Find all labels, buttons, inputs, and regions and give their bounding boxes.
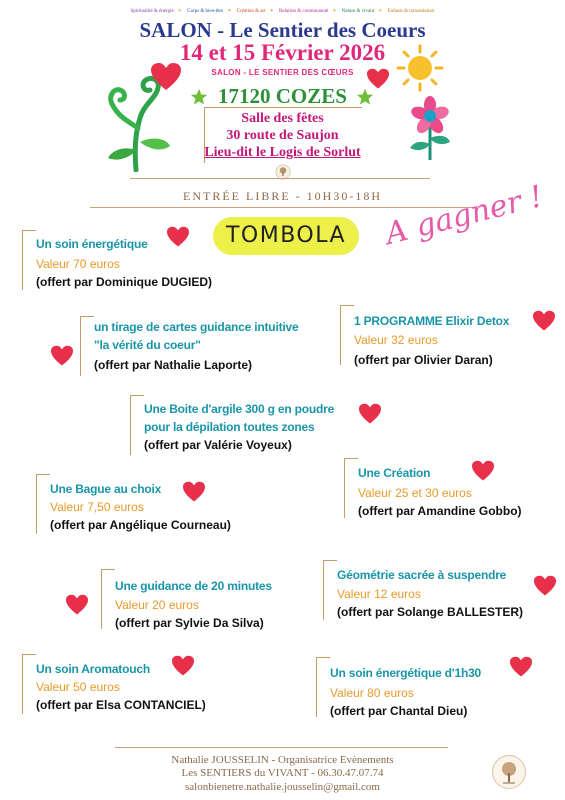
venue-line-1: Salle des fêtes (241, 111, 324, 126)
prize-title: Une Boite d'argile 300 g en poudre (144, 402, 335, 416)
heart-icon (171, 655, 195, 677)
prize-offered-by: (offert par Chantal Dieu) (330, 704, 468, 718)
prize-offered-by: (offert par Dominique DUGIED) (36, 275, 212, 289)
event-title: SALON - Le Sentier des Coeurs (139, 18, 426, 42)
prize-value: Valeur 7,50 euros (50, 500, 144, 514)
prize-value: Valeur 80 euros (330, 686, 414, 700)
divider-top (130, 178, 430, 179)
heart-icon (50, 345, 74, 367)
prize-7 (101, 569, 321, 631)
heart-icon (65, 594, 89, 616)
sun-icon (396, 44, 444, 92)
prize-title: Un soin Aromatouch (36, 662, 150, 676)
prize-offered-by: (offert par Angélique Courneau) (50, 518, 231, 532)
prize-value: Valeur 12 euros (337, 587, 421, 601)
tree-logo-icon (493, 756, 525, 788)
venue-line-2: 30 route de Saujon (226, 128, 339, 143)
heart-icon (533, 575, 557, 597)
heart-icon (471, 460, 495, 482)
flower-icon (400, 96, 460, 162)
heart-icon (182, 481, 206, 503)
category-4: Relation & communauté (279, 9, 329, 14)
divider-bottom (90, 207, 475, 208)
a-gagner-script: A gagner ! (382, 179, 547, 252)
prize-1 (22, 230, 262, 292)
footer-phone: Les SENTIERS du VIVANT - 06.30.47.07.74 (181, 767, 384, 779)
prize-value: Valeur 50 euros (36, 680, 120, 694)
prize-offered-by: (offert par Elsa CONTANCIEL) (36, 698, 206, 712)
prize-2 (80, 316, 340, 378)
prize-value: Valeur 32 euros (354, 333, 438, 347)
footer-divider (115, 747, 448, 748)
prize-8 (323, 560, 553, 622)
prize-title: Une guidance de 20 minutes (115, 579, 272, 593)
tombola-badge: TOMBOLA (213, 217, 359, 255)
prize-6 (344, 458, 554, 520)
category-2: Corps & bien-être (187, 9, 224, 14)
footer-email: salonbienetre.nathalie.jousselin@gmail.com (185, 781, 380, 793)
category-3: Création & art (236, 9, 266, 14)
prize-3 (340, 305, 540, 367)
entree-libre: ENTRÉE LIBRE - 10H30-18H (183, 189, 382, 203)
prize-value: Valeur 70 euros (36, 257, 120, 271)
category-row: Spiritualité & énergie ✦ Corps & bien-être ✦ Création & art ✦ Relation & communauté ✦ Nature & vivant ✦ Enfants & transmission (130, 9, 435, 14)
prize-title: Une Création (358, 466, 431, 480)
organizer-logo (492, 755, 526, 789)
heart-icon (509, 656, 533, 678)
heart-icon (166, 226, 190, 248)
prize-offered-by: (offert par Sylvie Da Silva) (115, 616, 264, 630)
prize-title: Un soin énergétique d'1h30 (330, 666, 482, 680)
heart-icon (358, 403, 382, 425)
prize-4 (130, 395, 370, 457)
prize-offered-by: (offert par Solange BALLESTER) (337, 605, 524, 619)
category-6: Enfants & transmission (387, 9, 435, 14)
category-5: Nature & vivant (341, 9, 375, 14)
prize-offered-by: (offert par Valérie Voyeux) (144, 438, 292, 452)
prize-offered-by: (offert par Nathalie Laporte) (94, 358, 253, 372)
star-right-icon (356, 88, 374, 106)
category-1: Spiritualité & énergie (130, 9, 174, 14)
heart-decor-2-icon (366, 68, 390, 90)
prize-title: Une Bague au choix (50, 482, 162, 496)
prize-value: Valeur 20 euros (115, 598, 199, 612)
event-subtitle: SALON - LE SENTIER DES CŒURS (211, 68, 354, 77)
heart-icon (532, 310, 556, 332)
prize-value: Valeur 25 et 30 euros (358, 486, 472, 500)
prize-5 (36, 474, 286, 536)
prize-title: Géométrie sacrée à suspendre (337, 568, 507, 582)
prize-offered-by: (offert par Amandine Gobbo) (358, 504, 522, 518)
heart-decor-1-icon (150, 62, 182, 92)
footer-organizer: Nathalie JOUSSELIN - Organisatrice Evènements (171, 754, 394, 766)
prize-title: Un soin énergétique (36, 237, 148, 251)
prize-title: un tirage de cartes guidance intuitive (94, 320, 299, 334)
star-left-icon (190, 88, 208, 106)
event-dates: 14 et 15 Février 2026 (179, 40, 386, 65)
prize-title: 1 PROGRAMME Elixir Detox (354, 314, 510, 328)
prize-9 (22, 654, 262, 716)
prize-title-line-2: pour la dépilation toutes zones (144, 420, 315, 434)
event-city: 17120 COZES (218, 84, 347, 108)
prize-title-line-2: "la vérité du coeur" (94, 338, 201, 352)
venue-line-3: Lieu-dit le Logis de Sorlut (204, 145, 361, 160)
prize-offered-by: (offert par Olivier Daran) (354, 353, 493, 367)
